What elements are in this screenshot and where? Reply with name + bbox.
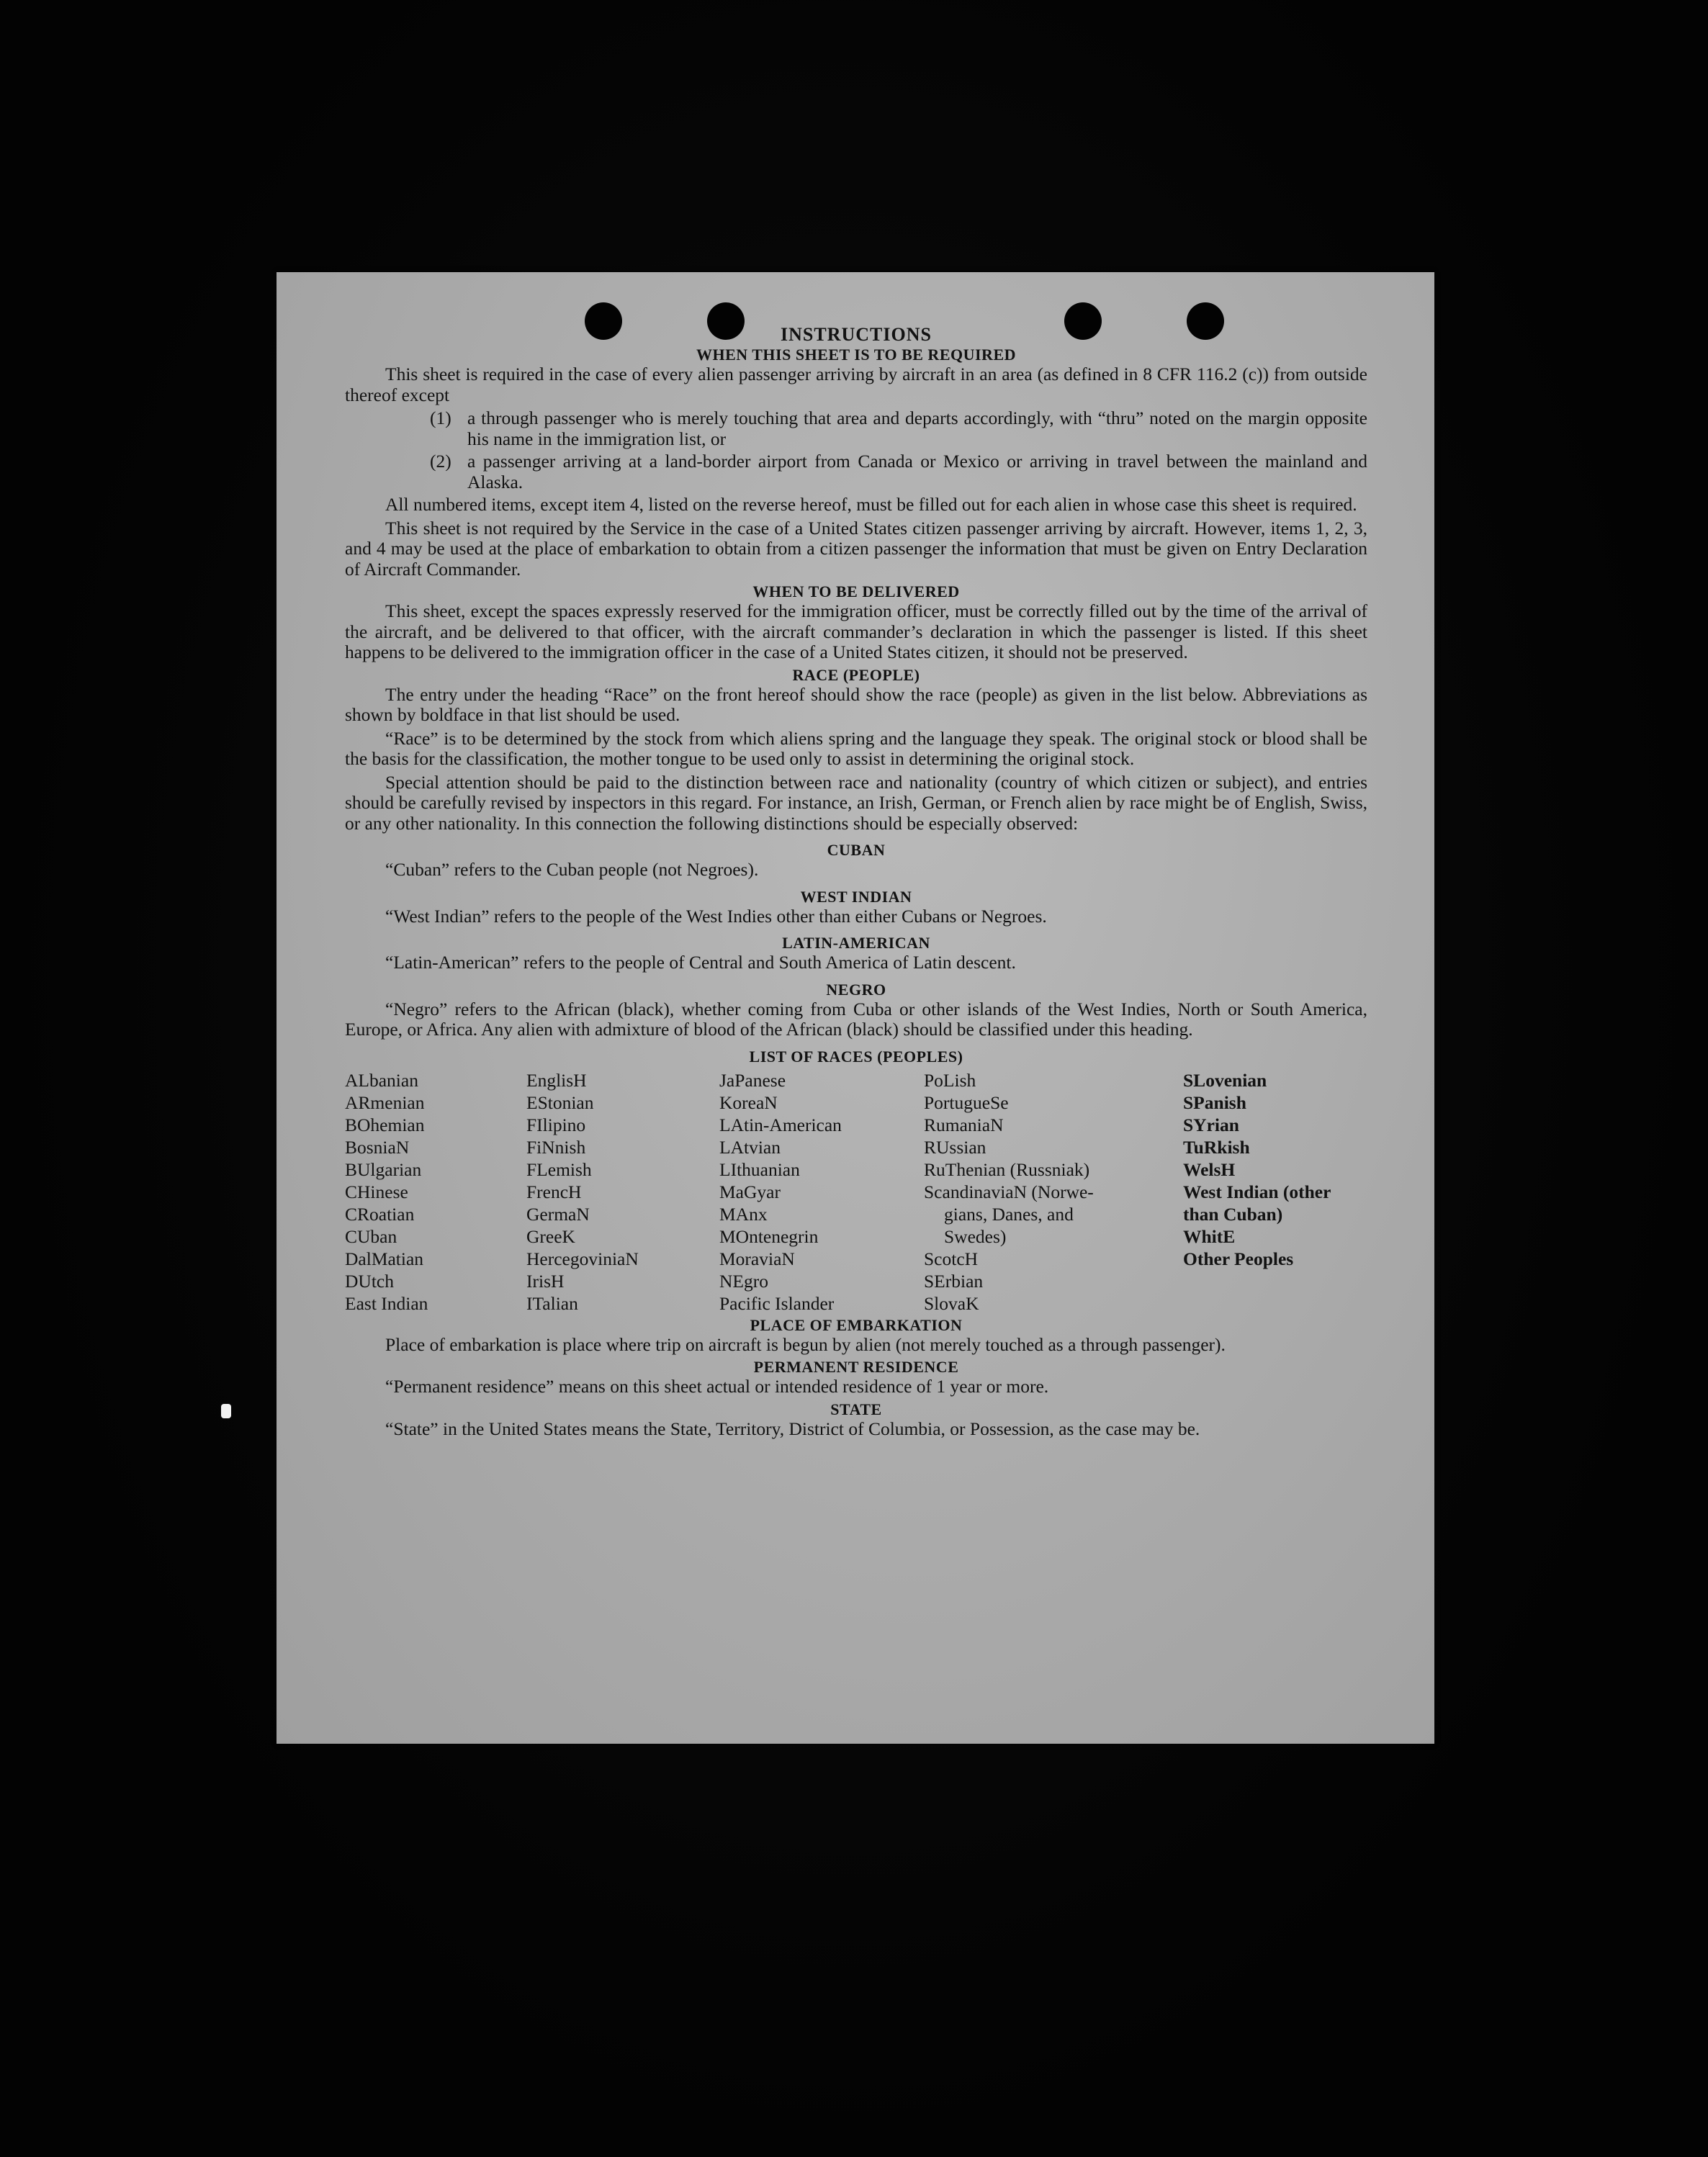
race-entry: GermaN <box>526 1203 590 1225</box>
races-list <box>345 1069 1367 1315</box>
exception-item <box>345 451 1367 492</box>
item-text: a passenger arriving at a land-border airport from Canada or Mexico or arriving in travel between the mainland and Alaska. <box>467 451 1367 492</box>
page-title: INSTRUCTIONS <box>781 324 932 345</box>
races-column <box>1183 1069 1367 1315</box>
race-entry: RUssian <box>924 1136 986 1158</box>
section-heading-when-required: WHEN THIS SHEET IS TO BE REQUIRED <box>696 346 1017 364</box>
race-entry: EnglisH <box>526 1069 587 1091</box>
exception-item <box>345 408 1367 449</box>
race-entry: MAnx <box>719 1203 768 1225</box>
section-heading-cuban: CUBAN <box>827 841 886 859</box>
race-entry: ScandinaviaN (Norwe- <box>924 1181 1094 1202</box>
race-entry: BosniaN <box>345 1136 410 1158</box>
race-entry: FLemish <box>526 1158 592 1180</box>
race-entry: FIlipino <box>526 1114 586 1135</box>
race-entry: RuThenian (Russniak) <box>924 1158 1090 1180</box>
film-speck <box>221 1404 231 1418</box>
race-entry: LAtin-American <box>719 1114 842 1135</box>
race-entry: BOhemian <box>345 1114 425 1135</box>
item-text: a through passenger who is merely touching that area and departs accordingly, with “thru” noted on the margin opposite his name in the immigration list, or <box>467 407 1367 449</box>
paragraph: “Permanent residence” means on this sheet actual or intended residence of 1 year or more. <box>385 1376 1049 1397</box>
section-heading-negro: NEGRO <box>826 980 886 999</box>
race-entry: IrisH <box>526 1270 565 1292</box>
race-entry: SLovenian <box>1183 1069 1267 1091</box>
race-entry: WhitE <box>1183 1225 1236 1247</box>
paragraph: Special attention should be paid to the distinction between race and nationality (country of which citizen or subject), and entries should be carefully revised by inspectors in this regard. For instance, an Irish, German, or French alien by race might be of English, Swiss, or any other nationality. In this connection the following distinctions should be especially observed: <box>345 771 1367 834</box>
race-entry: ScotcH <box>924 1248 979 1269</box>
paragraph: All numbered items, except item 4, listed on the reverse hereof, must be filled out for each alien in whose case this sheet is required. <box>385 494 1357 515</box>
race-entry: RumaniaN <box>924 1114 1004 1135</box>
paragraph: “Cuban” refers to the Cuban people (not Negroes). <box>385 859 759 880</box>
race-entry: SYrian <box>1183 1114 1239 1135</box>
race-entry: ALbanian <box>345 1069 418 1091</box>
section-heading-residence: PERMANENT RESIDENCE <box>753 1358 959 1376</box>
race-entry: FiNnish <box>526 1136 586 1158</box>
race-entry: BUlgarian <box>345 1158 422 1180</box>
race-entry: GreeK <box>526 1225 575 1247</box>
race-entry: NEgro <box>719 1270 768 1292</box>
paragraph: “Negro” refers to the African (black), whether coming from Cuba or other islands of the West Indies, North or South America, Europe, or Africa. Any alien with admixture of blood of the African (black) should be classified under this heading. <box>345 998 1367 1040</box>
race-entry: CUban <box>345 1225 397 1247</box>
paragraph: This sheet, except the spaces expressly reserved for the immigration officer, must be correctly filled out by the time of the arrival of the aircraft, and be delivered to that officer, with the aircraft commander’s declaration in which the passenger is listed. If this sheet happens to be delivered to the immigration officer in the case of a United States citizen, it should not be preserved. <box>345 600 1367 662</box>
race-entry: SErbian <box>924 1270 984 1292</box>
race-entry: PortugueSe <box>924 1091 1009 1113</box>
race-entry: MoraviaN <box>719 1248 795 1269</box>
paragraph: This sheet is required in the case of every alien passenger arriving by aircraft in an area (as defined in 8 CFR 116.2 (c)) from outside thereof except <box>345 364 1367 405</box>
race-entry: ARmenian <box>345 1091 425 1113</box>
race-entry: East Indian <box>345 1292 428 1314</box>
race-entry: MOntenegrin <box>719 1225 819 1247</box>
race-entry: LAtvian <box>719 1136 781 1158</box>
paragraph: The entry under the heading “Race” on the front hereof should show the race (people) as given in the list below. Abbreviations as shown by boldface in that list should be used. <box>345 683 1367 725</box>
race-entry-continued: Swedes) <box>944 1225 1007 1247</box>
race-entry: DalMatian <box>345 1248 424 1269</box>
paragraph: “Race” is to be determined by the stock from which aliens spring and the language they speak. The original stock or blood shall be the basis for the classification, the mother tongue to be used only to assist in determining the original stock. <box>345 727 1367 769</box>
race-entry: JaPanese <box>719 1069 786 1091</box>
race-entry: ITalian <box>526 1292 578 1314</box>
race-entry: West Indian (other than Cuban) <box>1183 1181 1331 1225</box>
race-entry: EStonian <box>526 1091 594 1113</box>
paragraph: Place of embarkation is place where trip on aircraft is begun by alien (not merely touched as a through passenger). <box>385 1333 1226 1355</box>
race-entry: PoLish <box>924 1069 976 1091</box>
section-heading-race: RACE (PEOPLE) <box>792 665 920 684</box>
paragraph: This sheet is not required by the Service in the case of a United States citizen passenger arriving by aircraft. However, items 1, 2, 3, and 4 may be used at the place of embarkation to obtain from a citizen passenger the information that must be given on Entry Declaration of Aircraft Commander. <box>345 517 1367 580</box>
section-heading-latin-american: LATIN-AMERICAN <box>782 934 930 952</box>
races-column <box>719 1069 924 1315</box>
race-entry: CHinese <box>345 1181 408 1202</box>
races-column <box>924 1069 1183 1315</box>
race-entry-continued: gians, Danes, and <box>944 1203 1074 1225</box>
race-entry: FrencH <box>526 1181 582 1202</box>
race-entry: KoreaN <box>719 1091 778 1113</box>
races-column <box>345 1069 526 1315</box>
race-entry: SPanish <box>1183 1091 1246 1113</box>
item-number: (2) <box>430 451 451 472</box>
race-entry: SlovaK <box>924 1292 979 1314</box>
race-entry: WelsH <box>1183 1158 1236 1180</box>
instructions-body <box>345 324 1367 1442</box>
paragraph: “West Indian” refers to the people of the West Indies other than either Cubans or Negroes. <box>385 905 1047 927</box>
race-entry: Pacific Islander <box>719 1292 835 1314</box>
race-entry: LIthuanian <box>719 1158 800 1180</box>
race-entry: HercegoviniaN <box>526 1248 639 1269</box>
item-number: (1) <box>430 407 451 428</box>
race-entry: DUtch <box>345 1270 394 1292</box>
section-heading-list-of-races: LIST OF RACES (PEOPLES) <box>749 1047 963 1066</box>
paragraph: “State” in the United States means the State, Territory, District of Columbia, or Possession, as the case may be. <box>385 1418 1200 1439</box>
section-heading-state: STATE <box>830 1400 882 1418</box>
section-heading-when-delivered: WHEN TO BE DELIVERED <box>752 582 960 600</box>
section-heading-embarkation: PLACE OF EMBARKATION <box>750 1315 963 1334</box>
paragraph: “Latin-American” refers to the people of Central and South America of Latin descent. <box>385 952 1016 973</box>
section-heading-west-indian: WEST INDIAN <box>800 887 912 906</box>
races-column <box>526 1069 719 1315</box>
race-entry: Other Peoples <box>1183 1248 1294 1269</box>
document-sheet <box>277 272 1434 1744</box>
race-entry: TuRkish <box>1183 1136 1250 1158</box>
race-entry: CRoatian <box>345 1203 415 1225</box>
race-entry: MaGyar <box>719 1181 781 1202</box>
